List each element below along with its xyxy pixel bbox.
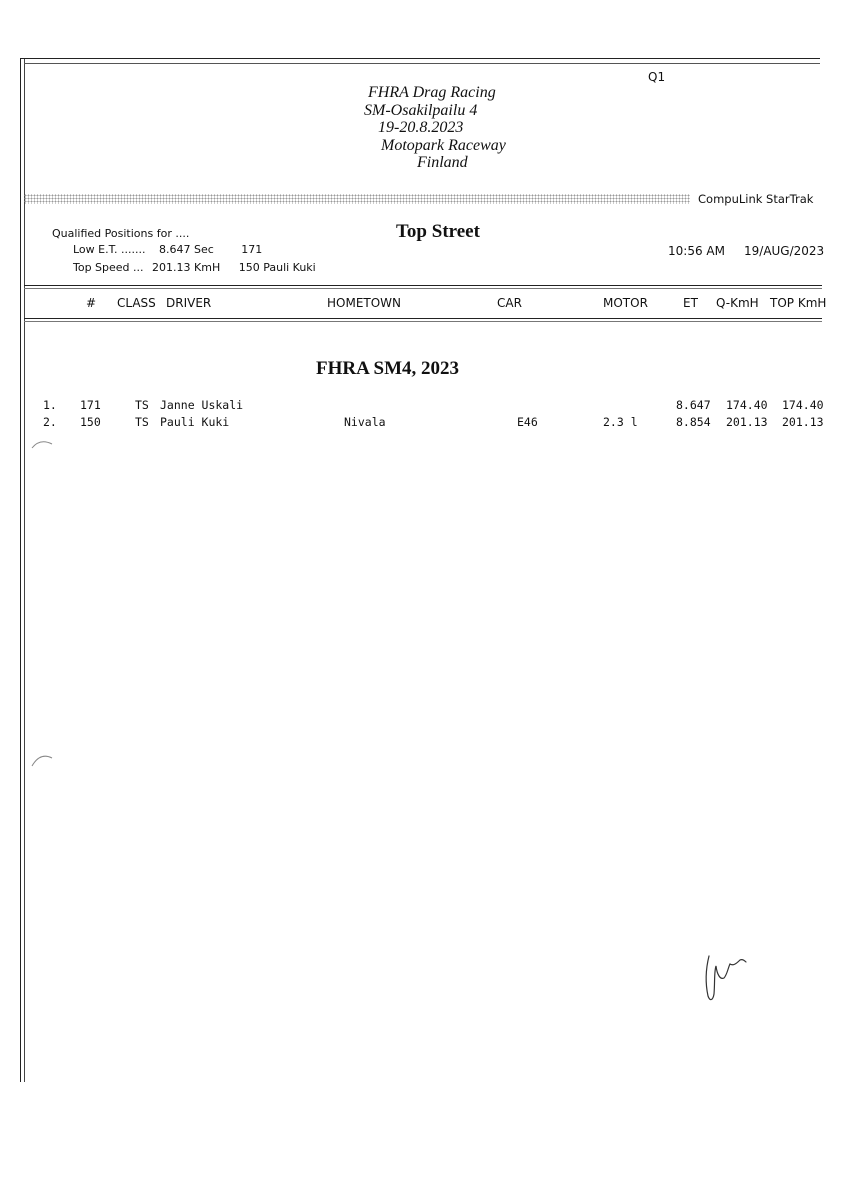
dotted-separator bbox=[24, 194, 690, 204]
header-line-country: Finland bbox=[417, 154, 468, 171]
scan-artifact-mark bbox=[30, 748, 54, 770]
column-header-q-kmh: Q-KmH bbox=[716, 296, 759, 310]
scan-artifact-mark bbox=[30, 428, 54, 450]
header-rule-top bbox=[24, 285, 822, 286]
column-header-number: # bbox=[86, 296, 97, 310]
top-border-line-inner bbox=[24, 63, 820, 64]
handwritten-signature bbox=[700, 950, 760, 1014]
header-line-series: FHRA Drag Racing bbox=[368, 84, 496, 101]
column-header-motor: MOTOR bbox=[603, 296, 648, 310]
column-header-car: CAR bbox=[497, 296, 522, 310]
row-hometown: Nivala bbox=[344, 415, 386, 429]
row-class: TS bbox=[135, 415, 149, 429]
header-rule-bottom-inner bbox=[24, 321, 822, 322]
row-car-number: 150 bbox=[80, 415, 101, 429]
class-title: Top Street bbox=[396, 221, 480, 242]
column-header-top-kmh: TOP KmH bbox=[770, 296, 827, 310]
header-rule-bottom bbox=[24, 318, 822, 319]
brand-label: CompuLink StarTrak bbox=[698, 192, 814, 206]
left-border-line bbox=[20, 58, 21, 1082]
top-speed-value: 201.13 KmH bbox=[152, 261, 221, 274]
low-et-car: 171 bbox=[241, 243, 263, 256]
table-row bbox=[0, 415, 848, 431]
top-border-line bbox=[20, 58, 820, 59]
top-speed-line bbox=[73, 261, 316, 274]
qualified-for-label: Qualified Positions for .... bbox=[52, 227, 190, 240]
header-line-dates: 19-20.8.2023 bbox=[378, 119, 464, 136]
table-row bbox=[0, 398, 848, 414]
row-driver: Janne Uskali bbox=[160, 398, 244, 412]
low-et-value: 8.647 Sec bbox=[159, 243, 214, 256]
row-car-number: 171 bbox=[80, 398, 101, 412]
left-border-line-inner bbox=[24, 58, 25, 1082]
row-driver: Pauli Kuki bbox=[160, 415, 230, 429]
event-title: FHRA SM4, 2023 bbox=[316, 358, 460, 379]
column-header-hometown: HOMETOWN bbox=[327, 296, 402, 310]
row-class: TS bbox=[135, 398, 149, 412]
report-time: 10:56 AM bbox=[668, 244, 725, 258]
row-top-kmh: 201.13 bbox=[782, 415, 824, 429]
column-header-class: CLASS bbox=[117, 296, 156, 310]
row-motor: 2.3 l bbox=[603, 415, 638, 429]
column-header-et: ET bbox=[683, 296, 698, 310]
header-rule-top-inner bbox=[24, 288, 822, 289]
low-et-line bbox=[73, 243, 262, 256]
row-et: 8.854 bbox=[676, 415, 711, 429]
row-q-kmh: 174.40 bbox=[726, 398, 768, 412]
top-speed-car: 150 Pauli Kuki bbox=[238, 261, 316, 274]
row-top-kmh: 174.40 bbox=[782, 398, 824, 412]
low-et-label: Low E.T. ....... bbox=[73, 243, 146, 256]
row-position: 1. bbox=[43, 398, 57, 412]
event-header bbox=[358, 84, 538, 172]
column-header-driver: DRIVER bbox=[166, 296, 212, 310]
row-car: E46 bbox=[517, 415, 538, 429]
row-et: 8.647 bbox=[676, 398, 711, 412]
row-position: 2. bbox=[43, 415, 57, 429]
header-line-round: SM-Osakilpailu 4 bbox=[364, 101, 478, 119]
top-speed-label: Top Speed ... bbox=[73, 261, 144, 274]
header-line-venue: Motopark Raceway bbox=[381, 136, 506, 154]
report-date: 19/AUG/2023 bbox=[744, 244, 825, 258]
round-label: Q1 bbox=[648, 70, 666, 84]
row-q-kmh: 201.13 bbox=[726, 415, 768, 429]
